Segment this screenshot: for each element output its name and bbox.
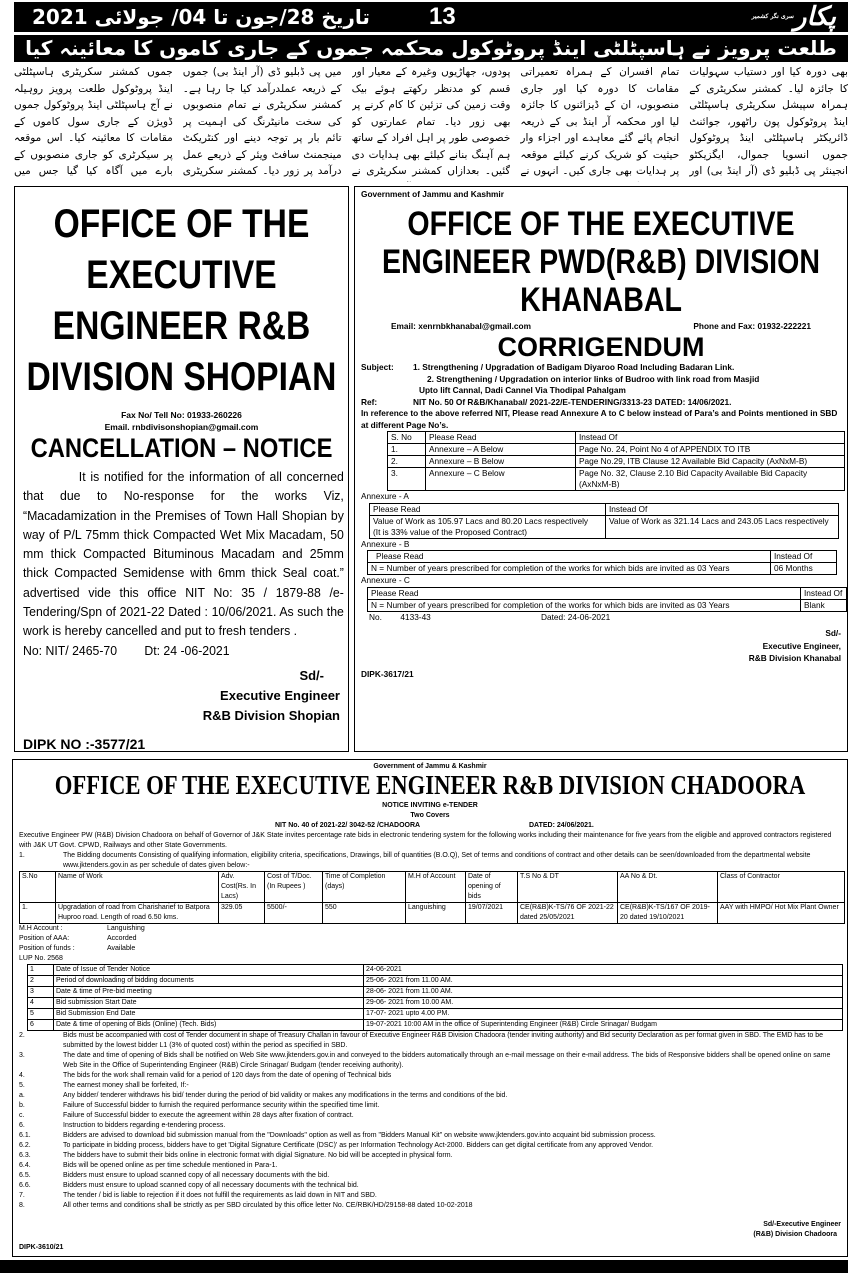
table-header: S. No Please Read Instead Of (388, 432, 845, 444)
letter-ref: No. 4133-43 Dated: 24-06-2021 (369, 611, 611, 622)
covers: Two Covers (410, 812, 450, 819)
table-row: 2. Annexure – B Below Page No.29, ITB Clause 12 Available Bid Capacity (AxNxM-B) (388, 456, 845, 468)
signatory-title: Executive Engineer (220, 687, 340, 703)
article-column: تمام افسران کے ہمراہ تعمیراتی مقامات کا دورہ کیا اور جاری منصوبوں، ان کے ڈیزائنوں کا جائزہ لیا اور محکمہ آر اینڈ بی کے ذریعہ انجام پائے گئے معاہدے اور اجزاء وار حیثیت کو شریک کرنے کیلئے موقعہ پر ہدایات بھی جاری کیں۔ انہوں نے (520, 66, 680, 177)
urdu-article (14, 64, 848, 182)
terms-list-item: 4. The bids for the work shall remain valid for a period of 120 days from the date of opening of Technical bids (19, 1072, 392, 1079)
article-column: میں پی ڈبلیو ڈی (آر اینڈ بی) جموں کے ذریعہ عملدرآمد کیا جا رہا ہے۔ کمشنر سکریٹری نے تمام منصوبوں کی سخت مانیٹرنگ کی اہمیت پر تائم بار پر توجہ دینے اور کنٹریکٹ مینجمنٹ سافٹ ویئر کے ذریعے عمل درآمد پر زور دیا۔ کمشنر سکریٹری (182, 66, 342, 177)
schedule-table (27, 964, 843, 1031)
office-title-line: OFFICE OF THE (53, 202, 310, 246)
office-title-line: EXECUTIVE (86, 253, 277, 297)
headline: طلعت پرویز نے ہاسپٹلٹی اینڈ پروٹوکول محکمہ جموں کے جاری کاموں کا معائینہ کیا (14, 35, 848, 62)
terms-list-item: 6. Instruction to bidders regarding e-tendering process. (19, 1122, 226, 1129)
table-row: 3 Date & time of Pre-bid meeting 28-06- 2021 from 11.00 AM. (28, 987, 843, 998)
table-row: 4 Bid submission Start Date 29-06- 2021 from 10.00 AM. (28, 998, 843, 1009)
table-row: 1. Upgradation of road from Charisharief to Batpora Huproo road. Length of road 6.50 kms. 329.05 5500/- 550 Languishing 19/07/2021 CE(R&B)K-TS/76 OF 2021-22 dated 25/05/2021 CE(R&B)K-TS/167 OF 2019-20 dated 19/10/2021 AAY with HMPO/ Hot Mix Plant Owner (20, 903, 845, 924)
table-row: 5 Bid Submission End Date 17-07- 2021 upto 4.00 PM. (28, 1009, 843, 1020)
subject: Subject: 1. Strengthening / Upgradation of Badigam Diyaroo Road Including Badaran Link. 2. Strengthening / Upgradation on interior links of Budroo with link road from Masjid Upto lift Cannal, Dadi Cannel Via Thodipal Pahalgam (361, 362, 760, 395)
chadoora-e-tender-notice (12, 759, 848, 1257)
notice-body: It is notified for the information of all concerned that due to No-response for the works Viz, “Macadamization in the Premises of Town Hall Shopian by way of P/L 75mm thick Compacted Wet Mix Macadam, 50 mm thick Compacted Bituminous Macadam and 25mm thick Compacted Semidense with 6mm thick Seal coat.” advertised vide this office NIT No: 35 / 1879-88 /e-Tendering/Spn of 2021-22 Dated : 10/06/2021. As such the work is hereby cancelled and put to fresh tenders . (23, 469, 344, 639)
table-row: N = Number of years prescribed for completion of the works for which bids are invited as 03 Years 06 Months (368, 563, 837, 575)
terms-list-item: 6.5. Bidders must ensure to upload scanned copy of all necessary documents with the bid. (19, 1172, 330, 1179)
page-number: 13 (429, 3, 456, 30)
email: Email. rnbdivisonshopian@gmail.com (104, 422, 259, 432)
notice-type: NOTICE INVITING e-TENDER (382, 802, 478, 809)
terms-list-item: b. Failure of Successful bidder to furnish the required performance security within the specified time limit. (19, 1102, 380, 1109)
info-list: M.H Account : Languishing Position of AAA: Accorded Position of funds : Available LUP No. 2568 (19, 925, 145, 962)
newspaper-logo: پکار$^{سری نگر کشمیر}$ (751, 2, 836, 32)
masthead (14, 2, 848, 32)
terms-list-item: c. Failure of Successful bidder to execute the agreement within 28 days after fixation of contract. (19, 1112, 354, 1119)
table-header: S.No Name of Work Adv. Cost(Rs. In Lacs) Cost of T/Doc. (In Rupees ) Time of Completion (days) M.H of Account Date of opening of bids T.S No & DT AA No & Dt. Class of Contractor (20, 872, 845, 903)
table-header: Please Read Instead Of (368, 551, 837, 563)
terms-list (19, 1071, 841, 1211)
annexure-a-table (369, 503, 839, 539)
office-title-line: DIVISION SHOPIAN (26, 355, 337, 399)
nit-line: NIT No. 40 of 2021-22/ 3042-52 /CHADOORA DATED: 24/06/2021. (275, 822, 594, 829)
table-row: 3. Annexure – C Below Page No. 32, Clause 2.10 Bid Capacity Available Bid Capacity (AxNxM-B) (388, 468, 845, 491)
signature: Sd/- Executive Engineer, R&B Division Khanabal (748, 628, 841, 663)
signatory-office: R&B Division Shopian (202, 707, 340, 723)
para-1: 1. The Bidding documents Consisting of qualifying information, eligibility criteria, specifications, Drawings, bill of quantities (B.O.Q), Set of terms and conditions of contract and other details can be seen/downloaded from the departmental website www.jktenders.gov.in as per schedule of dates given below:- (19, 852, 811, 869)
terms-list-item: a. Any bidder/ tenderer withdraws his bid/ tender during the period of bid validity or makes any modifications in the terms and conditions of the bid. (19, 1092, 508, 1099)
intro: In reference to the above referred NIT, Please read Annexure A to C below instead of Para’s and Points mentioned in SBD at different Page No’s. (361, 408, 838, 430)
government-label: Government of Jammu and Kashmir (361, 189, 504, 199)
table-row: 1 Date of Issue of Tender Notice 24-06-2021 (28, 965, 843, 976)
para-2: 2. Bids must be accompanied with cost of Tender document in shape of Treasury Challan in favour of Executive Engineer R&B Division Chadoora (tender inviting authority) and Bid security Declaration as per format given in SBD. The EMD has to be submitted by the lowest bidder L1 (3% of quoted cost) within the period as specified in SBD. (19, 1032, 824, 1049)
page-bottom-bar (0, 1260, 848, 1273)
terms-list-item: 6.2. To participate in bidding process, bidders have to get 'Digital Signature Certificate (DSC)' as per Information Technology Act-2000. Bidders can get digital certificate from any approved Vendor. (19, 1142, 654, 1149)
table-row: 2 Period of downloading of bidding documents 25-06- 2021 from 11.00 AM. (28, 976, 843, 987)
notice-heading: CANCELLATION – NOTICE (30, 433, 333, 463)
dipk-number: DIPK-3610/21 (19, 1244, 64, 1251)
annexure-b-label: Annexure - B (361, 538, 410, 549)
annexure-c-table (367, 587, 847, 612)
works-table (19, 871, 845, 924)
issue-date: تاریخ 28/جون تا 04/ جولائی 2021 (32, 5, 370, 29)
terms-list-item: 6.4. Bids will be opened online as per time schedule mentioned in Para-1. (19, 1162, 278, 1169)
reference: Ref: NIT No. 50 Of R&B/Khanabal/ 2021-22/E-TENDERING/3313-23 DATED: 14/06/2021. (361, 396, 732, 407)
article-column: جموں کمشنر سکریٹری ہاسپٹلٹی اینڈ پروٹوکول طلعت پرویز روہیلہ نے آج ہاسپٹلٹی اینڈ پروٹوکول جموں ڈویژن کے جاری سول کاموں کے مقامات کا معائینہ کیا۔ اس موقعہ پر سیکرٹری کو جاری منصوبوں کے بارے میں آگاہ کیا گیا جس میں (14, 66, 173, 177)
terms-list-item: 5. The earnest money shall be forfeited, If:- (19, 1082, 189, 1089)
corrigendum-heading: CORRIGENDUM (497, 332, 705, 362)
office-title-line: ENGINEER R&B (52, 304, 311, 348)
table-row: Value of Work as 105.97 Lacs and 80.20 Lacs respectively (It is 33% value of the Proposed Contract) Value of Work as 321.14 Lacs and 243.05 Lacs respectively (370, 515, 839, 538)
government-label: Government of Jammu & Kashmir (373, 763, 487, 770)
contact-line: Email: xenrnbkhanabal@gmail.com Phone and Fax: 01932-222221 (391, 320, 811, 331)
dipk-number: DIPK NO :-3577/21 (23, 735, 146, 752)
corrigendum-table (387, 431, 845, 491)
fax-number: Fax No/ Tell No: 01933-260226 (121, 410, 242, 420)
intro: Executive Engineer PW (R&B) Division Chadoora on behalf of Governor of J&K State invites percentage rate bids in electronic tendering system for the following works including their maintenance for five years from the eligible and approved contractors registered with J&K UT Govt. CPWD, Railways and other State Governments. (19, 832, 832, 849)
terms-list-item: 7. The tender / bid is liable to rejection if it does not fulfill the requirements as laid down in NIT and SBD. (19, 1192, 377, 1199)
table-header: Please Read Instead Of (368, 587, 847, 599)
annexure-c-label: Annexure - C (361, 575, 410, 585)
office-title-line: OFFICE OF THE EXECUTIVE (407, 204, 795, 243)
office-title: OFFICE OF THE EXECUTIVE ENGINEER R&B DIVISION CHADOORA (54, 770, 806, 800)
terms-list-item: 8. All other terms and conditions shall be strictly as per SBD circulated by this office letter No. CE/RBK/HD/29158-88 dated 10-02-2018 (19, 1202, 473, 1209)
terms-list-item: 6.6. Bidders must ensure to upload scanned copy of all necessary documents with the technical bid. (19, 1182, 359, 1189)
annexure-b-table (367, 550, 837, 575)
table-header: Please Read Instead Of (370, 503, 839, 515)
annexure-a-label: Annexure - A (361, 491, 409, 501)
article-column: بھی دورہ کیا اور دستیاب سہولیات کا جائزہ لیا۔ کمشنر سکریٹری کے ہمراہ سپیشل سکریٹری ہاسپٹلٹی اینڈ پروٹوکول پون راٹھور، جوائنٹ ڈائریکٹر ہاسپٹلٹی اینڈ پروٹوکول جموں انسویا جموال، ایگزیکٹو انجینئر پی ڈبلیو ڈی (آر اینڈ بی) اور (689, 66, 848, 177)
para-3: 3. The date and time of opening of Bids shall be notified on Web Site www.jktenders.gov.in and conveyed to the bidders automatically through an e-mail message on their e-mail address. The bids of Responsive bidders shall be opened online on same Web Site in the Office of Superintending Engineer (R&B) Circle Srinagar/ Budgam (tender receiving authority). (19, 1052, 831, 1069)
notice-ref: No: NIT/ 2465-70 Dt: 24 -06-2021 (23, 642, 230, 658)
shopian-cancellation-notice (14, 186, 349, 752)
office-title-line: KHANABAL (520, 280, 682, 319)
signature: Sd/- (299, 667, 324, 683)
table-row: 6 Date & time of opening of Bids (Online) (Tech. Bids) 19-07-2021 10:00 AM in the office of Superintending Engineer (R&B) Circle Srinagar/ Budgam (28, 1020, 843, 1031)
terms-list-item: 6.1. Bidders are advised to download bid submission manual from the "Downloads" option as well as from "Bidders Manual Kit" on website www.jktenders.gov.into acquaint bid submission process. (19, 1132, 656, 1139)
table-row: N = Number of years prescribed for completion of the works for which bids are invited as 03 Years Blank (368, 599, 847, 611)
dipk-number: DIPK-3617/21 (361, 668, 414, 679)
office-title-line: ENGINEER PWD(R&B) DIVISION (382, 242, 820, 281)
signature: Sd/-Executive Engineer (R&B) Division Chadoora (753, 1221, 841, 1238)
table-row: 1. Annexure – A Below Page No. 24, Point No 4 of APPENDIX TO ITB (388, 444, 845, 456)
terms-list-item: 6.3. The bidders have to submit their bids online in electronic format with digial Signature. No bid will be accepted in physical form. (19, 1152, 453, 1159)
khanabal-corrigendum (354, 186, 848, 752)
article-column: پودوں، جھاڑیوں وغیرہ کے معیار اور قسم کو مدنظر رکھتے ہوئے بیک وقت زمین کی تزئین کا کام کرنے پر بھی زور دیا۔ تمام عمارتوں کو خصوصی طور پر اہل افراد کے ساتھ ہم آہنگ بنانے کیلئے بھی ہدایات دی گئیں۔ بعدازاں کمشنر سکریٹری نے (351, 66, 511, 177)
